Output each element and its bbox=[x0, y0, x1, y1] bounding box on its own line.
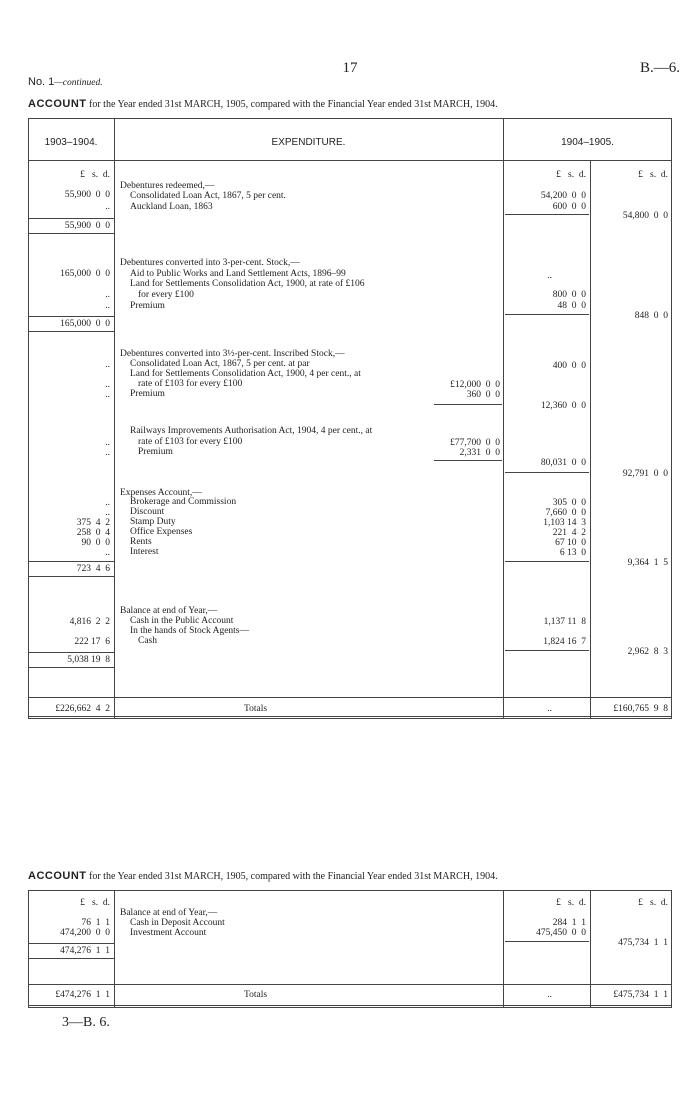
account-title-2 bbox=[28, 870, 498, 882]
totals-rule bbox=[28, 697, 672, 698]
subtotal-rule bbox=[28, 958, 114, 959]
header-separator bbox=[28, 160, 672, 161]
subtotal-rule bbox=[28, 331, 114, 332]
column-divider bbox=[114, 890, 115, 1008]
row-inner-amount: 800 0 0 bbox=[552, 290, 586, 300]
row-left-amount: .. bbox=[105, 390, 110, 400]
subtotal-rule bbox=[28, 561, 114, 562]
row-left-amount: 4,816 2 2 bbox=[69, 617, 110, 627]
account-title-1 bbox=[28, 98, 498, 110]
row-description: Consolidated Loan Act, 1867, 5 per cent. bbox=[130, 191, 286, 201]
column-divider bbox=[114, 118, 115, 719]
row-left-amount: .. bbox=[105, 301, 110, 311]
row-left-amount: .. bbox=[105, 508, 110, 518]
row-mid-amount: £12,000 0 0 bbox=[450, 380, 500, 390]
account-title-word: ACCOUNT bbox=[28, 870, 87, 882]
row-left-amount: .. bbox=[105, 498, 110, 508]
row-left-amount: 258 0 4 bbox=[76, 528, 110, 538]
subtotal-rule bbox=[28, 316, 114, 317]
row-mid-amount: 2,331 0 0 bbox=[459, 448, 500, 458]
subtotal-rule bbox=[28, 652, 114, 653]
column-divider bbox=[590, 160, 591, 719]
subtotal-rule bbox=[28, 667, 114, 668]
row-description: Premium bbox=[130, 301, 165, 311]
subtotal-rule bbox=[505, 472, 589, 473]
row-left-subtotal: 474,276 1 1 bbox=[60, 946, 110, 956]
row-left-amount: 222 17 6 bbox=[74, 637, 110, 647]
row-left-amount: .. bbox=[105, 380, 110, 390]
column-header-1903-1904: 1903–1904. bbox=[44, 137, 98, 148]
document-label bbox=[28, 76, 103, 88]
table-right-border bbox=[671, 118, 672, 719]
row-left-amount: 55,900 0 0 bbox=[64, 190, 110, 200]
row-mid-amount: 360 0 0 bbox=[466, 390, 500, 400]
row-inner-amount: 305 0 0 bbox=[552, 498, 586, 508]
totals-label: Totals bbox=[244, 704, 268, 714]
total-left: £474,276 1 1 bbox=[55, 990, 110, 1000]
row-inner-amount: 48 0 0 bbox=[557, 301, 586, 311]
unit-header-left: £ s. d. bbox=[80, 170, 110, 180]
row-description: Aid to Public Works and Land Settlement Acts, 1896–99 bbox=[130, 269, 346, 279]
unit-header-left: £ s. d. bbox=[80, 898, 110, 908]
row-description: Cash in the Public Account bbox=[130, 616, 234, 626]
row-right-amount: 848 0 0 bbox=[634, 311, 668, 321]
row-description: Cash bbox=[138, 636, 157, 646]
row-inner-amount: 221 4 2 bbox=[552, 528, 586, 538]
row-left-amount: 165,000 0 0 bbox=[60, 269, 110, 279]
row-description: Consolidated Loan Act, 1867, 5 per cent. at par bbox=[130, 359, 310, 369]
row-description: Balance at end of Year,— bbox=[120, 908, 218, 918]
subtotal-rule bbox=[28, 943, 114, 944]
page-reference: B.—6. bbox=[640, 60, 681, 76]
row-description: Rents bbox=[130, 537, 152, 547]
table-top-border bbox=[28, 118, 672, 119]
row-description: Interest bbox=[130, 547, 159, 557]
row-left-amount: .. bbox=[105, 438, 110, 448]
unit-header-right: £ s. d. bbox=[638, 898, 668, 908]
subtotal-rule bbox=[28, 218, 114, 219]
row-description: Discount bbox=[130, 507, 165, 517]
subtotal-rule bbox=[434, 404, 502, 405]
subtotal-rule bbox=[505, 314, 589, 315]
row-description: Premium bbox=[138, 447, 173, 457]
row-inner-amount: 284 1 1 bbox=[552, 918, 586, 928]
row-inner-amount: 1,137 11 8 bbox=[543, 617, 586, 627]
row-right-amount: 2,962 8 3 bbox=[627, 647, 668, 657]
row-left-amount: .. bbox=[105, 360, 110, 370]
row-left-subtotal: 5,038 19 8 bbox=[67, 655, 110, 665]
document-label-number: No. 1 bbox=[28, 76, 55, 88]
row-description: Stamp Duty bbox=[130, 517, 176, 527]
row-inner-amount: 1,103 14 3 bbox=[543, 518, 586, 528]
row-left-amount: 375 4 2 bbox=[76, 518, 110, 528]
unit-header-inner: £ s. d. bbox=[556, 170, 586, 180]
subtotal-rule bbox=[505, 650, 589, 651]
row-left-subtotal: 723 4 6 bbox=[76, 564, 110, 574]
row-description: Land for Settlements Consolidation Act, 1900, at rate of £106 bbox=[130, 279, 365, 289]
subtotal-rule bbox=[28, 233, 114, 234]
document-label-continued: —continued. bbox=[54, 78, 103, 88]
subtotal-rule bbox=[505, 214, 589, 215]
table-left-border bbox=[28, 890, 29, 1008]
row-description: Premium bbox=[130, 389, 165, 399]
row-description: Expenses Account,— bbox=[120, 488, 202, 498]
row-inner-amount: 600 0 0 bbox=[552, 202, 586, 212]
totals-label: Totals bbox=[244, 990, 268, 1000]
column-divider bbox=[590, 890, 591, 1008]
account-title-rest: for the Year ended 31st MARCH, 1905, compared with the Financial Year ended 31st MARCH, 1904. bbox=[89, 99, 498, 110]
row-inner-amount: 67 10 0 bbox=[555, 538, 586, 548]
row-left-amount: 76 1 1 bbox=[81, 918, 110, 928]
table-bottom-border bbox=[28, 716, 672, 719]
subtotal-rule bbox=[505, 941, 589, 942]
row-left-subtotal: 55,900 0 0 bbox=[64, 221, 110, 231]
row-left-amount: .. bbox=[105, 290, 110, 300]
row-right-amount: 92,791 0 0 bbox=[622, 469, 668, 479]
row-right-amount: 9,364 1 5 bbox=[627, 558, 668, 568]
footer-reference: 3—B. 6. bbox=[62, 1015, 110, 1030]
row-left-amount: .. bbox=[105, 548, 110, 558]
row-right-amount: 54,800 0 0 bbox=[622, 211, 668, 221]
totals-rule bbox=[28, 984, 672, 985]
total-inner: .. bbox=[547, 704, 552, 714]
row-left-subtotal: 165,000 0 0 bbox=[60, 319, 110, 329]
row-inner-amount: 6 13 0 bbox=[559, 548, 586, 558]
row-description: Auckland Loan, 1863 bbox=[130, 202, 213, 212]
unit-header-inner: £ s. d. bbox=[556, 898, 586, 908]
row-mid-amount: £77,700 0 0 bbox=[450, 438, 500, 448]
row-left-amount: .. bbox=[105, 448, 110, 458]
row-inner-amount: 80,031 0 0 bbox=[540, 458, 586, 468]
row-inner-amount: 7,660 0 0 bbox=[545, 508, 586, 518]
row-description: Land for Settlements Consolidation Act, 1900, 4 per cent., at bbox=[130, 369, 361, 379]
row-left-amount: 474,200 0 0 bbox=[60, 928, 110, 938]
row-inner-amount: 475,450 0 0 bbox=[536, 928, 586, 938]
row-description: Investment Account bbox=[130, 928, 207, 938]
row-description: Office Expenses bbox=[130, 527, 193, 537]
row-description: Railways Improvements Authorisation Act, 1904, 4 per cent., at bbox=[130, 426, 373, 436]
row-inner-amount: 400 0 0 bbox=[552, 361, 586, 371]
total-inner: .. bbox=[547, 990, 552, 1000]
row-inner-amount: .. bbox=[547, 271, 552, 281]
row-description: Debentures converted into 3-per-cent. Stock,— bbox=[120, 258, 300, 268]
column-header-1904-1905: 1904–1905. bbox=[561, 137, 614, 148]
table-bottom-border bbox=[28, 1005, 672, 1008]
row-inner-amount: 1,824 16 7 bbox=[543, 637, 586, 647]
account-title-rest: for the Year ended 31st MARCH, 1905, compared with the Financial Year ended 31st MARCH, 1904. bbox=[89, 871, 498, 882]
unit-header-right: £ s. d. bbox=[638, 170, 668, 180]
row-description: Debentures converted into 3½-per-cent. Inscribed Stock,— bbox=[120, 349, 345, 359]
table-right-border bbox=[671, 890, 672, 1008]
total-right: £160,765 9 8 bbox=[613, 704, 668, 714]
account-title-word: ACCOUNT bbox=[28, 98, 87, 110]
subtotal-rule bbox=[505, 561, 589, 562]
page-number: 17 bbox=[342, 60, 358, 76]
row-left-amount: .. bbox=[105, 202, 110, 212]
table-left-border bbox=[28, 118, 29, 719]
subtotal-rule bbox=[434, 460, 502, 461]
row-description: In the hands of Stock Agents— bbox=[130, 626, 250, 636]
total-left: £226,662 4 2 bbox=[55, 704, 110, 714]
column-header-expenditure: EXPENDITURE. bbox=[271, 137, 346, 148]
table-top-border bbox=[28, 890, 672, 891]
row-right-amount: 475,734 1 1 bbox=[618, 938, 668, 948]
row-description: Balance at end of Year,— bbox=[120, 606, 218, 616]
row-description: rate of £103 for every £100 bbox=[138, 437, 243, 447]
row-inner-amount: 54,200 0 0 bbox=[540, 191, 586, 201]
subtotal-rule bbox=[28, 576, 114, 577]
row-description: rate of £103 for every £100 bbox=[138, 379, 243, 389]
total-right: £475,734 1 1 bbox=[613, 990, 668, 1000]
column-divider bbox=[503, 118, 504, 719]
row-left-amount: 90 0 0 bbox=[81, 538, 110, 548]
row-description: Cash in Deposit Account bbox=[130, 918, 225, 928]
row-description: Debentures redeemed,— bbox=[120, 181, 215, 191]
row-description: Brokerage and Commission bbox=[130, 497, 237, 507]
row-description: for every £100 bbox=[138, 290, 194, 300]
row-inner-amount: 12,360 0 0 bbox=[540, 401, 586, 411]
column-divider bbox=[503, 890, 504, 1008]
